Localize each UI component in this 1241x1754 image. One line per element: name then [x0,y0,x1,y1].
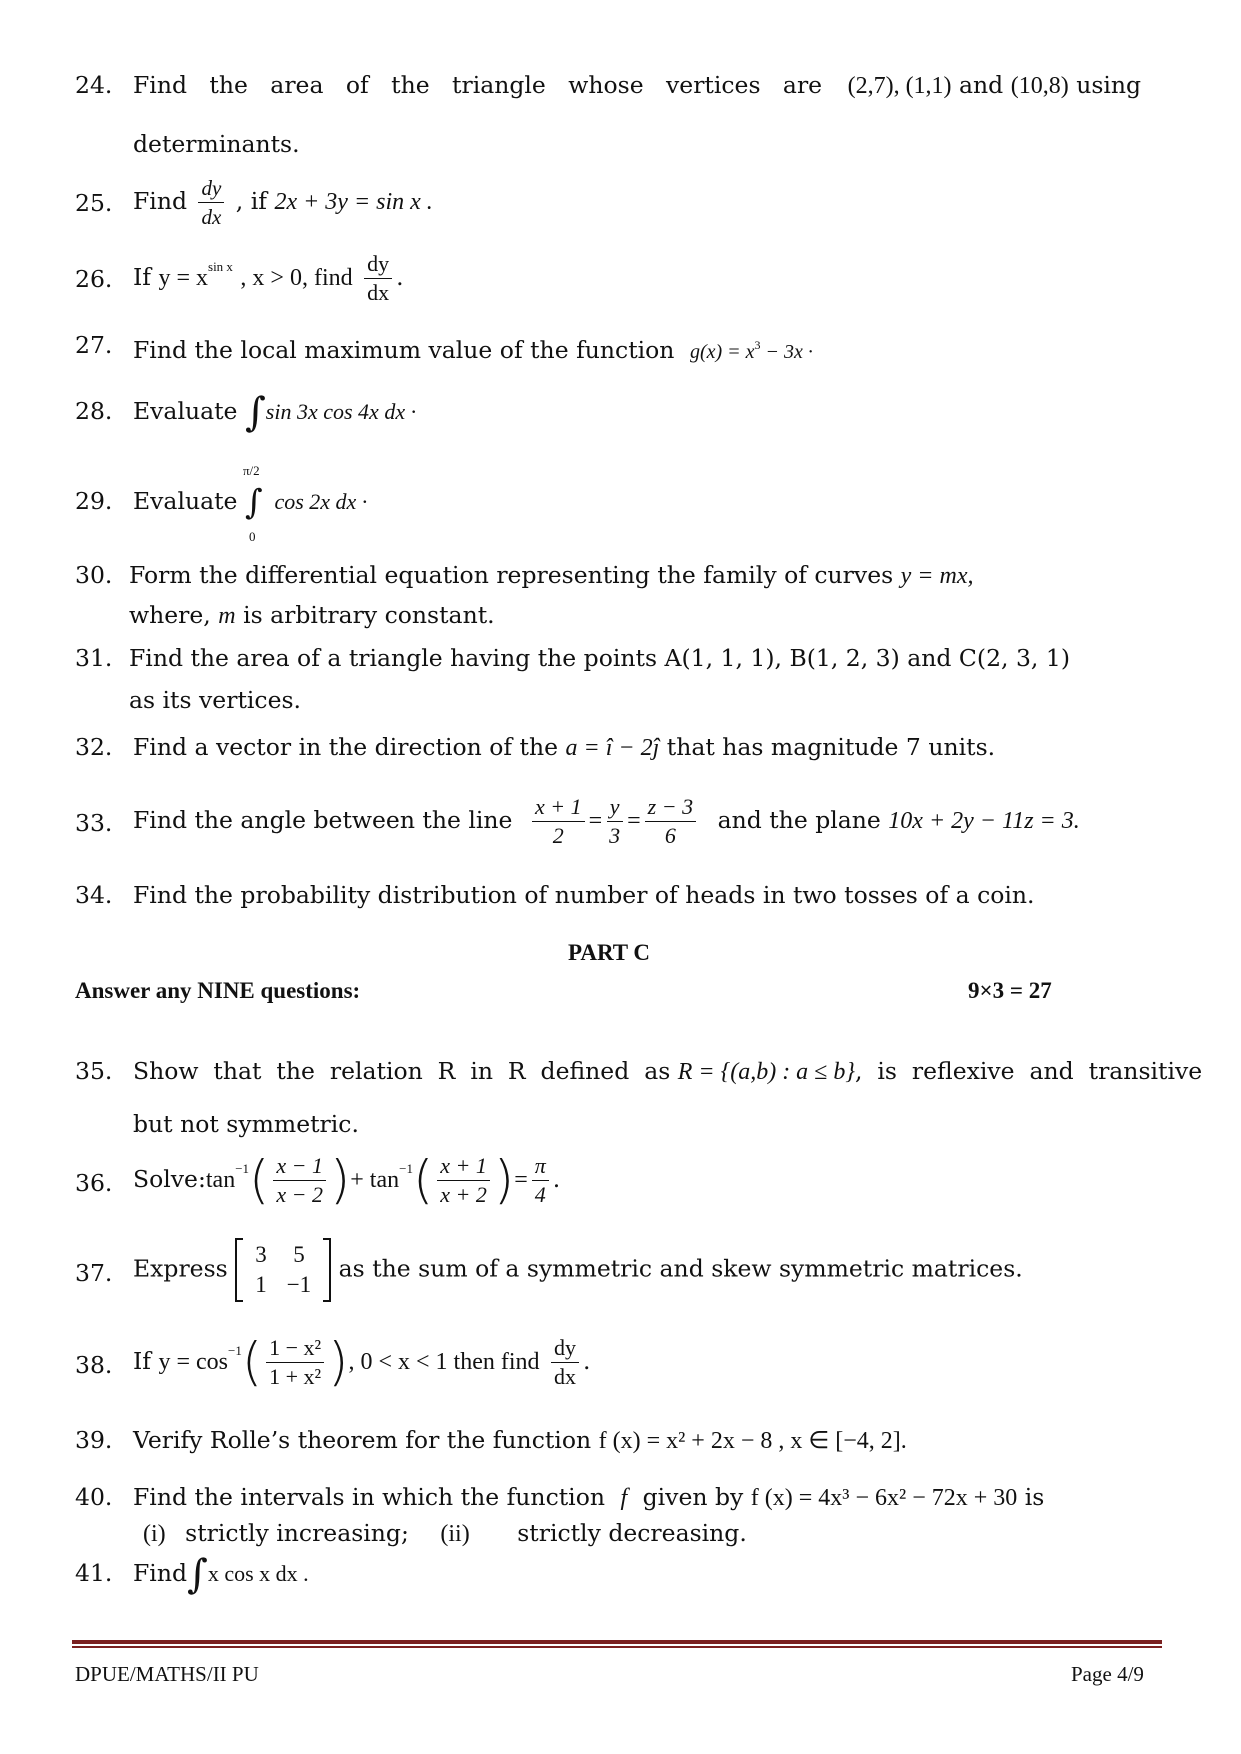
function-definition: f (x) = x² + 2x − 8 , x ∈ [−4, 2]. [598,1428,907,1454]
math-expression-tail: − 3x · [760,340,813,363]
question-number: 25. [75,189,113,217]
fraction-numerator: x + 1 [437,1152,490,1181]
math-expression: (2,7), (1,1) [847,73,952,99]
question-text-tail: is arbitrary constant. [243,601,495,629]
question-number: 36. [75,1169,113,1197]
question-number: 33. [75,809,113,837]
tan-argument-1 [273,1152,326,1209]
question-text: Evaluate [133,397,238,425]
line-fraction-x [532,793,585,850]
question-text: Find the intervals in which the function [133,1483,605,1511]
part-c-instruction: Answer any NINE questions: [75,978,361,1003]
question-text-mid: and the plane [717,806,881,834]
question-text: Show that the relation R in R defined as [133,1057,671,1085]
derivative-fraction [364,250,392,307]
question-number: 31. [75,644,113,672]
derivative-fraction [551,1334,579,1391]
line-fraction-y [606,793,623,850]
equals-sign: = [514,1167,528,1193]
question-number: 39. [75,1426,113,1454]
math-expression: y = x [158,265,209,291]
question-number: 29. [75,487,113,515]
math-expression: 2x + 3y = sin x . [274,189,433,215]
question-text-post: , if [235,187,267,215]
subpart-text: strictly increasing; [185,1519,409,1547]
relation-definition: R = {(a,b) : a ≤ b} [677,1059,855,1085]
matrix-cell: −1 [286,1272,312,1297]
question-number: 38. [75,1351,113,1379]
integral-sign: ∫ [244,389,266,436]
question-text-tail: is [1024,1483,1045,1511]
fraction-denominator: 4 [534,1182,546,1207]
part-c-title: PART C [568,940,651,965]
upper-limit: π/2 [242,463,260,478]
period: . [396,263,404,291]
question-text: Find the angle between the line [133,806,513,834]
question-text-mid: and [959,71,1004,99]
subpart-label: (ii) [440,1521,470,1547]
question-number: 30. [75,561,113,589]
question-text-mid: given by [642,1483,744,1511]
question-number: 35. [75,1057,113,1085]
question-text: Verify Rolle’s theorem for the function [133,1426,592,1454]
math-expression-2: (10,8) [1010,73,1069,99]
fraction-denominator: x − 2 [276,1182,323,1207]
question-text-tail: , is reflexive and transitive [854,1057,1203,1085]
fraction-denominator: 6 [664,823,676,848]
question-text: Find a vector in the direction of the [133,733,559,761]
question-text: If [133,263,151,291]
matrix [235,1238,331,1302]
footer-rule-thin [72,1646,1162,1648]
question-number: 37. [75,1259,113,1287]
question-number: 41. [75,1559,113,1587]
derivative-fraction [198,174,224,231]
question-number: 32. [75,733,113,761]
question-number: 26. [75,265,113,293]
tan-function: tan [205,1167,236,1193]
fraction-denominator: 2 [552,823,564,848]
fraction-denominator: dx [367,280,390,305]
question-text: Find the area of a triangle having the points A(1, 1, 1), B(1, 2, 3) and C(2, 3, 1) [129,644,1070,672]
math-variable: m [218,603,236,629]
fraction-numerator: 1 − x² [266,1334,324,1363]
question-text: Express [133,1254,228,1283]
plane-equation: 10x + 2y − 11z = 3. [888,808,1080,834]
subpart-label: (i) [143,1521,166,1547]
fraction-numerator: x + 1 [532,793,585,822]
question-text: Find the local maximum value of the function [133,335,675,364]
fraction-numerator: y [607,793,623,822]
vector-expression: a = î − 2ĵ [565,735,660,761]
question-30-continuation [129,601,495,630]
subpart-text: strictly decreasing. [517,1519,747,1547]
question-text: Solve: [133,1165,206,1193]
fraction-denominator: x + 2 [440,1182,487,1207]
function-definition: f (x) = 4x³ − 6x² − 72x + 30 [750,1485,1018,1511]
question-24-continuation: determinants. [133,130,300,158]
fraction-denominator: dx [554,1364,576,1389]
question-text-tail: using [1076,71,1142,99]
question-number: 40. [75,1483,113,1511]
question-31-continuation: as its vertices. [129,686,302,714]
fraction-numerator: x − 1 [273,1152,326,1181]
math-expression: cos 2x dx · [274,489,368,514]
footer-left: DPUE/MATHS/II PU [75,1662,259,1686]
fraction-numerator: dy [198,174,224,203]
matrix-cell: 5 [293,1242,305,1267]
question-text: Evaluate [133,487,238,515]
function-symbol: f [620,1485,628,1511]
lower-limit: 0 [248,529,256,544]
question-text: Form the differential equation representing the family of curves [129,561,894,589]
pi-fraction [532,1152,549,1209]
integral-sign: ∫ [244,482,263,523]
question-text-mid: , x > 0, find [240,265,353,291]
fraction-denominator: 3 [609,823,621,848]
question-text-tail: that has magnitude 7 units. [666,733,996,761]
question-text: Find [133,187,187,215]
question-number: 28. [75,397,113,425]
line-fraction-z [645,793,696,850]
exponent: sin x [208,259,233,274]
part-c-marks: 9×3 = 27 [968,978,1052,1003]
math-expression: sin 3x cos 4x dx · [265,399,417,424]
question-number: 27. [75,331,113,359]
math-expression: y = cos [158,1349,228,1375]
matrix-cell: 1 [255,1272,267,1297]
integral-sign: ∫ [187,1551,208,1598]
question-text-tail: as the sum of a symmetric and skew symmetric matrices. [338,1254,1023,1283]
question-text: Find the area of the triangle whose vertices are [133,71,823,99]
math-expression: g(x) = x [689,340,755,363]
question-35-continuation: but not symmetric. [133,1110,359,1138]
math-expression: y = mx, [900,563,974,589]
fraction-numerator: π [532,1152,549,1181]
tan-argument-2 [437,1152,490,1209]
question-text: If [133,1347,151,1375]
period: . [583,1347,591,1375]
footer-rule-thick [72,1640,1162,1644]
fraction-numerator: z − 3 [645,793,696,822]
question-text: where, [129,601,211,629]
question-text: Find the probability distribution of number of heads in two tosses of a coin. [133,881,1035,909]
math-expression: x cos x dx . [207,1561,309,1586]
question-text-mid: , 0 < x < 1 then find [348,1349,540,1375]
definite-integral [242,463,267,544]
cos-argument [266,1334,324,1391]
fraction-denominator: dx [201,205,222,229]
page-number: Page 4/9 [1071,1662,1144,1686]
question-40-subparts [143,1519,747,1548]
fraction-denominator: 1 + x² [269,1364,322,1389]
question-text: Find [133,1559,187,1587]
tan-function-2: + tan [350,1167,400,1193]
exponent: 3 [754,338,761,352]
matrix-cell: 3 [255,1242,267,1267]
question-number: 34. [75,881,113,909]
fraction-numerator: dy [551,1334,579,1363]
period: . [552,1165,561,1193]
question-number: 24. [75,71,113,99]
fraction-numerator: dy [364,250,392,279]
